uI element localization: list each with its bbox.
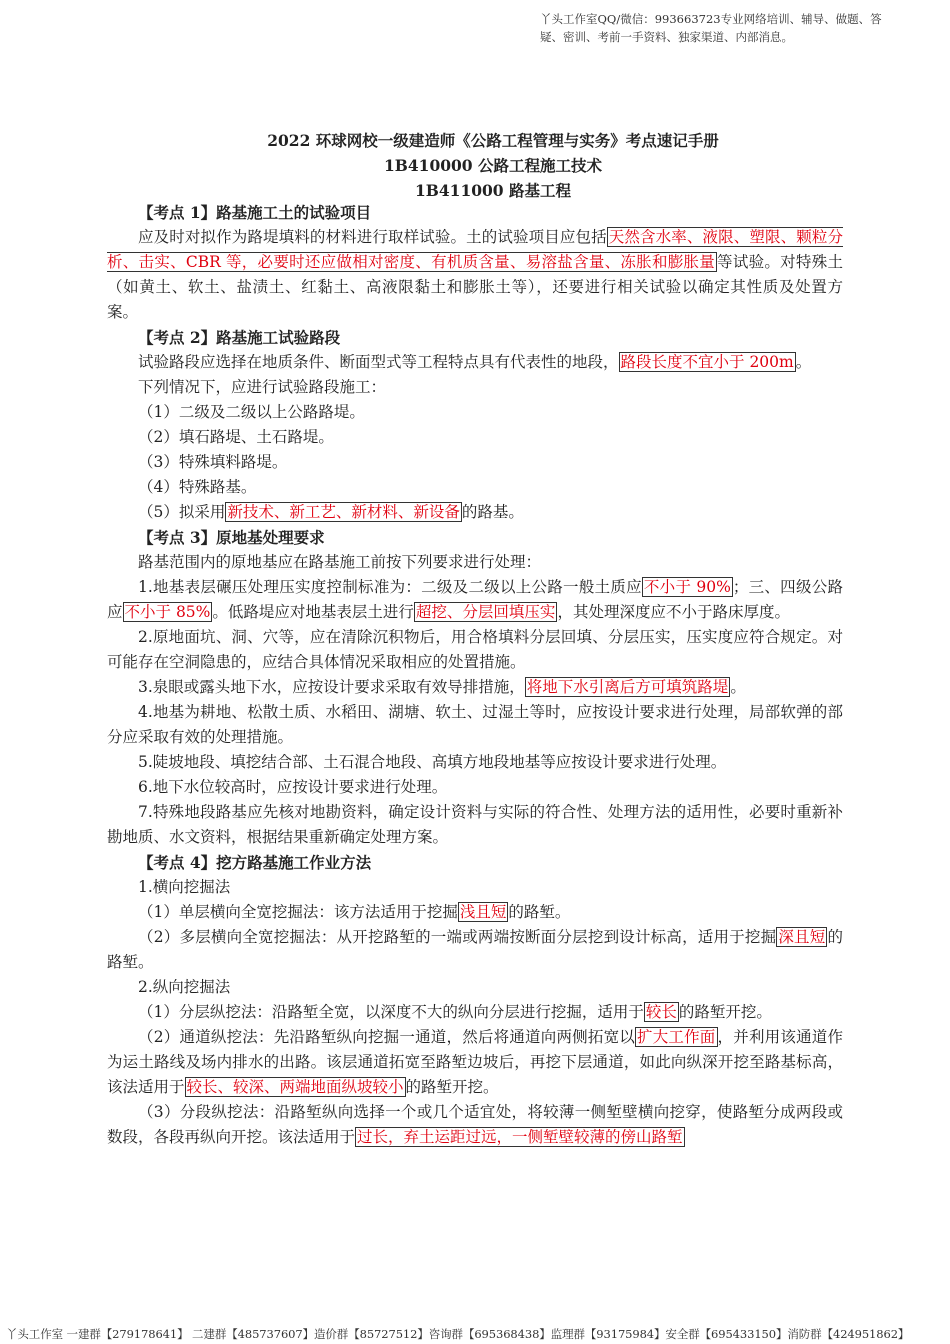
list-item: （3）特殊填料路堤。 <box>138 453 288 471</box>
highlight-box: 扩大工作面 <box>636 1028 716 1046</box>
list-item: 6.地下水位较高时，应按设计要求进行处理。 <box>138 778 448 796</box>
text-run: 3.泉眼或露头地下水，应按设计要求采取有效导排措施， <box>138 678 525 696</box>
list-item: 2.原地面坑、洞、穴等，应在清除沉积物后，用合格填料分层回填、分层压实，压实度应符合规定。对可能存在空洞隐患的，应结合具体情况采取相应的处置措施。 <box>107 628 843 671</box>
list-item: （2）填石路堤、土石路堤。 <box>138 428 334 446</box>
kaodian-2-heading: 【考点 2】路基施工试验路段 <box>138 328 341 347</box>
list-item <box>107 500 843 525</box>
highlight-box: 较长 <box>645 1003 677 1021</box>
list-item: （4）特殊路基。 <box>138 478 257 496</box>
list-item <box>107 900 843 925</box>
highlight-box: 不小于 90% <box>643 578 731 596</box>
list-item: （1）二级及二级以上公路路堤。 <box>138 403 365 421</box>
text-run: （2）多层横向全宽挖掘法：从开挖路堑的一端或两端按断面分层挖到设计标高，适用于挖掘 <box>138 928 777 946</box>
text-run: 的路堑。 <box>107 928 843 971</box>
text-run: ；三、四级公路应 <box>107 578 843 621</box>
text-run: 的路堑开挖。 <box>678 1003 772 1021</box>
text-run: （1）单层横向全宽挖掘法：该方法适用于挖掘 <box>138 903 458 921</box>
document-title: 2022 环球网校一级建造师《公路工程管理与实务》考点速记手册 <box>267 131 719 150</box>
text-run: 的路基。 <box>461 503 524 521</box>
text-run: 试验路段应选择在地质条件、断面型式等工程特点具有代表性的地段， <box>138 353 619 371</box>
chapter-title: 1B410000 公路工程施工技术 <box>384 156 602 175</box>
list-item: 4.地基为耕地、松散土质、水稻田、湖塘、软土、过湿土等时，应按设计要求进行处理，局部软弹的部分应采取有效的处理措施。 <box>107 703 843 746</box>
highlight-box: 路段长度不宜小于 200m <box>620 353 794 371</box>
highlight-box: 天然含水率、液限、塑限、颗粒分析、击实、CBR 等，必要时还应做相对密度、有机质含量、易溶盐含量、冻胀和膨胀量 <box>107 228 843 271</box>
list-item <box>107 675 843 700</box>
list-item: 5.陡坡地段、填挖结合部、土石混合地段、高填方地段地基等应按设计要求进行处理。 <box>138 753 727 771</box>
section-title: 1B411000 路基工程 <box>415 181 571 200</box>
text-run: 。 <box>795 353 812 371</box>
highlight-box: 较长、较深、两端地面纵坡较小 <box>186 1078 404 1096</box>
kaodian-2-paragraph <box>107 350 843 375</box>
highlight-box: 深且短 <box>778 928 826 946</box>
list-item: 7.特殊地段路基应先核对地勘资料，确定设计资料与实际的符合性、处理方法的适用性，必要时重新补勘地质、水文资料，根据结果重新确定处理方案。 <box>107 803 843 846</box>
text-run: ，其处理深度应不小于路床厚度。 <box>557 603 790 621</box>
kaodian-3-heading: 【考点 3】原地基处理要求 <box>138 528 325 547</box>
highlight-box: 过长，弃土运距过远，一侧堑壁较薄的傍山路堑 <box>357 1128 683 1146</box>
text-run: 等试验。对特殊土（如黄土、软土、盐渍土、红黏土、高液限黏土和膨胀土等），还要进行相关试验以确定其性质及处置方案。 <box>107 253 843 321</box>
text-run: （2）通道纵挖法：先沿路堑纵向挖掘一通道，然后将通道向两侧拓宽以 <box>138 1028 635 1046</box>
kaodian-3-intro: 路基范围内的原地基应在路基施工前按下列要求进行处理： <box>138 553 542 571</box>
text-run: 1.地基表层碾压处理压实度控制标准为：二级及二级以上公路一般土质应 <box>138 578 642 596</box>
highlight-box: 不小于 85% <box>124 603 211 621</box>
list-item <box>107 1000 843 1025</box>
list-item <box>107 575 843 625</box>
text-run: （5）拟采用 <box>138 503 226 521</box>
highlight-box: 新技术、新工艺、新材料、新设备 <box>227 503 460 521</box>
text-run: （1）分层纵挖法：沿路堑全宽，以深度不大的纵向分层进行挖掘，适用于 <box>138 1003 644 1021</box>
subsection-title: 1.横向挖掘法 <box>138 878 231 896</box>
text-run: （3）分段纵挖法：沿路堑纵向选择一个或几个适宜处，将较薄一侧堑壁横向挖穿，使路堑分成两段或数段，各段再纵向开挖。该法适用于 <box>107 1103 843 1146</box>
text-run: 应及时对拟作为路堤填料的材料进行取样试验。土的试验项目应包括 <box>138 228 607 246</box>
kaodian-1-paragraph <box>107 225 843 325</box>
title-block <box>0 128 950 203</box>
text-run: 。低路堤应对地基表层土进行 <box>212 603 414 621</box>
subsection-title: 2.纵向挖掘法 <box>138 978 231 996</box>
highlight-box: 将地下水引离后方可填筑路堤 <box>526 678 729 696</box>
list-item <box>107 1100 843 1150</box>
document-body <box>107 200 843 1150</box>
list-item <box>107 925 843 975</box>
text-run: 。 <box>730 678 746 696</box>
highlight-box: 超挖、分层回填压实 <box>415 603 556 621</box>
kaodian-1-heading: 【考点 1】路基施工土的试验项目 <box>138 203 372 222</box>
header-note: 丫头工作室QQ/微信：993663723专业网络培训、辅导、做题、答疑、密训、考前一手资料、独家渠道、内部消息。 <box>540 12 882 44</box>
kaodian-4-heading: 【考点 4】挖方路基施工作业方法 <box>138 853 372 872</box>
footer-contact-line: 丫头工作室 一建群【279178641】 二建群【485737607】造价群【85727512】咨询群【695368438】监理群【93175984】安全群【695433150】消防群【424951862】 <box>6 1327 910 1341</box>
text-run: 的路堑开挖。 <box>405 1078 499 1096</box>
highlight-box: 浅且短 <box>459 903 507 921</box>
text-run: 的路堑。 <box>508 903 571 921</box>
text-run: ，并利用该通道作为运土路线及场内排水的出路。该层通道拓宽至路堑边坡后，再挖下层通道，如此向纵深开挖至路基标高，该法适用于 <box>107 1028 843 1096</box>
kaodian-2-list-intro: 下列情况下，应进行试验路段施工： <box>138 378 387 396</box>
list-item <box>107 1025 843 1100</box>
